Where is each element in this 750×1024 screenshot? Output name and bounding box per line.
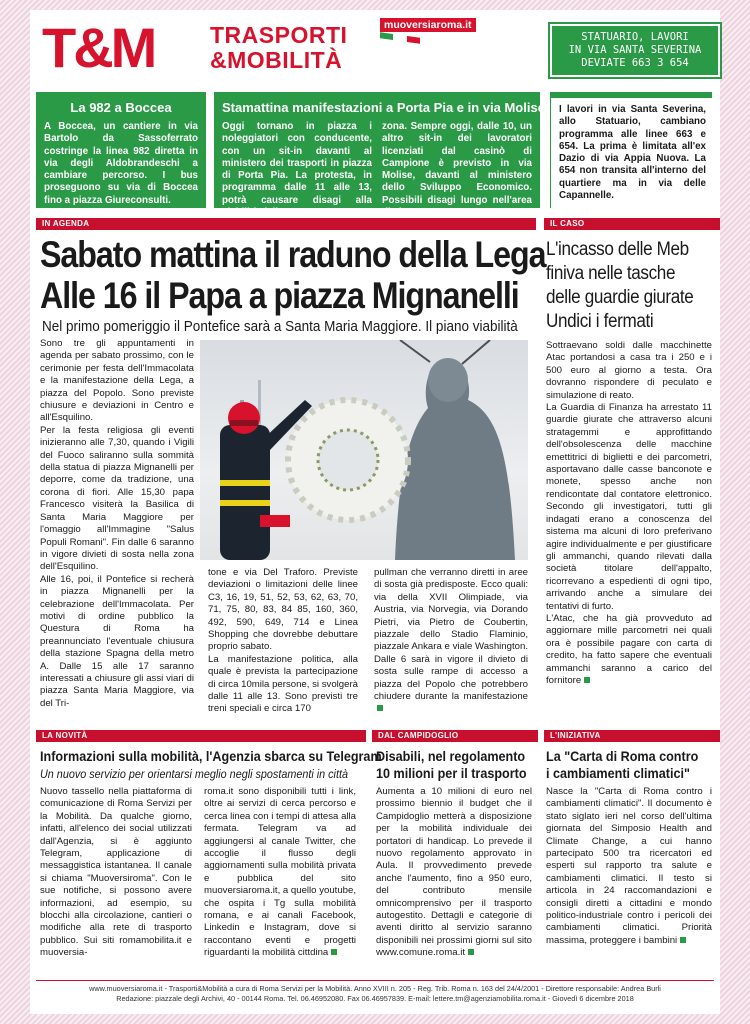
- section-iniziativa: L'INIZIATIVA: [544, 730, 720, 742]
- main-headline[interactable]: [40, 234, 546, 316]
- iniziativa-title[interactable]: [546, 748, 716, 782]
- side-headline-line-1: L'incasso delle Meb: [546, 239, 689, 260]
- notice-box: [548, 22, 722, 79]
- novita-col-1: Nuovo tassello nella piattaforma di comunicazione di Roma Servizi per la Mobilità. Da qualche giorno, infatti, all'elenco dei social utilizzati dall'Agenzia, si è aggiunto Telegram, applicazione di messaggistica istantanea. Il canale si chiama "Muoversiroma". Con le sue notifiche, si possono avere informazioni, ad esempio, su blocchi alla circolazione, cantieri o modifiche alla rete di trasporto pubblico. Sui siti romamobilita.it e muoversia-: [40, 786, 192, 959]
- section-il-caso: IL CASO: [544, 218, 720, 230]
- side-headline-line-4: Undici i fermati: [546, 311, 654, 332]
- campidoglio-text: [376, 786, 532, 960]
- notice-line-3: DEVIATE 663 3 654: [581, 57, 689, 69]
- main-col-2: [208, 567, 358, 716]
- site-badge[interactable]: [380, 18, 476, 41]
- main-photo[interactable]: [200, 340, 528, 560]
- novita-title[interactable]: Informazioni sulla mobilità, l'Agenzia sbarca su Telegram: [40, 748, 382, 764]
- notice-line-1: STATUARIO, LAVORI: [581, 31, 689, 43]
- novita-col-2: [204, 786, 356, 960]
- site-url: muoversiaroma.it: [380, 18, 476, 32]
- end-mark-icon: [331, 949, 337, 955]
- section-la-novita: LA NOVITÀ: [36, 730, 366, 742]
- main-col-1-para-3: Alle 16, poi, il Pontefice si recherà in piazza Mignanelli per la celebrazione dell'Immacolata. Per motivi di ordine pubblico la Questura di Roma ha preannunciato l'eventuale chiusura della stazione Spagna della metro A. Dalle 15 alle 17 saranno interessati a chiusure gli assi viari di piazza Santa Maria Maggiore, via del Tri-: [40, 573, 194, 709]
- side-headline-line-2: finiva nelle tasche: [546, 263, 676, 284]
- porta-pia-col-2: zona. Sempre oggi, dalle 10, un altro sit-in dei lavoratori licenziati dal casinò di Campione è previsto in via Molise, davanti al ministero dello Sviluppo Economico. Possibili disagi lungo nell'area di via Veneto.: [382, 121, 532, 219]
- porta-pia-box: [214, 92, 545, 219]
- main-col-2-para-2: La manifestazione politica, alla quale è prevista la partecipazione di circa 10mila persone, si svolgerà dalle 11 alle 13. Sono previsti tre treni speciali e circa 170: [208, 653, 358, 715]
- headline-line-1: Sabato mattina il raduno della Lega: [40, 234, 546, 275]
- side-headline[interactable]: [546, 238, 716, 334]
- main-col-2-para-1: tone e via Del Traforo. Previste deviazioni o limitazioni delle linee C3, 16, 19, 51, 52, 53, 62, 63, 70, 71, 75, 80, 83, 84 85, 160, 360, 492, 590, 649, 714 e Linea Shopping che dovrebbe debuttare proprio sabato.: [208, 567, 358, 653]
- logo-line-2: &MOBILITÀ: [210, 47, 343, 73]
- campidoglio-title-line-2: 10 milioni per il trasporto: [376, 765, 527, 781]
- main-col-1-para-2: Per la festa religiosa gli eventi inizieranno alle 7,30, quando i Vigili del Fuoco saliranno sulla sommità della statua di piazza Mignanelli per deporre, come da tradizione, una corona di fiori. Alle 15,30 papa Francesco visiterà la Basilica di Santa Maria Maggiore per l'omaggio all'Immagine "Salus Populi Romani". Fin dalle 6 saranno in vigore divieti di sosta nella zona dell'Esquilino.: [40, 424, 194, 573]
- iniziativa-title-line-2: i cambiamenti climatici": [546, 765, 690, 781]
- iniziativa-text-body: Nasce la "Carta di Roma contro i cambiamenti climatici". Il documento è stato siglato ieri nel corso dell'ultima giornata del Simposio Health and Climate Change, a cui hanno partecipato 500 tra ricercatori ed esperti sul rapporto tra salute e cambiamenti climatici. Il testo si articola in 24 raccomandazioni e consigli diretti a cittadini e mondo politico-industriale contro i pericoli dei cambiamenti climatici. Priorità massima, proteggere i bambini: [546, 786, 712, 946]
- main-col-1: [40, 338, 194, 710]
- masthead-logo[interactable]: [40, 18, 370, 80]
- statuario-box: [550, 92, 712, 208]
- campidoglio-title[interactable]: [376, 748, 536, 782]
- main-col-3-text: pullman che verranno diretti in aree di sosta già predisposte. Ecco quali: via della XVII Olimpiade, via Austria, via Norvegia, via Dorando Pietri, via Pietro de Coubertin, piazzale dello Stadio Flaminio, piazzale Ankara e viale Washington. Dalle 6 sarà in vigore il divieto di sosta sulle rampe di accesso a piazza del Popolo che potrebbero chiudere durante la manifestazione: [374, 567, 528, 703]
- main-col-1-para-1: Sono tre gli appuntamenti in agenda per sabato prossimo, con le cerimonie per festa dell'Immacolata e la manifestazione della Lega, a piazza del Popolo. Sono previste chiusure e deviazioni in Centro e all'Esquilino.: [40, 338, 194, 424]
- novita-col-2-text: roma.it sono disponibili tutti i link, oltre ai servizi di cerca percorso e cerca linea con i tempi di attesa alla fermata. Telegram va ad aggiungersi al canale Twitter, che accoglie il flusso degli aggiornamenti sulla mobilità privata e pubblica del sito muoversiaroma.it, a quello youtube, che ospita i Tg sulla mobilità romana, e ai canali Facebook, Linkedin e Instagram, dove si raccontano eventi e progetti riguardanti la mobilità cittdina: [204, 786, 356, 959]
- footer-rule: [36, 980, 714, 981]
- end-mark-icon: [584, 677, 590, 683]
- end-mark-icon: [377, 705, 383, 711]
- iniziativa-title-line-1: La "Carta di Roma contro: [546, 748, 699, 764]
- footer: [36, 984, 714, 1004]
- campidoglio-text-body: Aumenta a 10 milioni di euro nel prossimo biennio il budget che il Campidoglio metterà a disposizione per la mobilità individuale dei portatori di handicap. Lo prevede il nuovo regolamento approvato in Aula. Il provvedimento prevede anche l'aumento, fino a 950 euro, del contributo mensile omnicomprensivo per il trasporto autogestito. Dettagli e categorie di aventi diritto al servizio saranno disponibili nei prossimi giorni sul sito www.comune.roma.it: [376, 786, 532, 959]
- main-col-3: [374, 567, 528, 716]
- porta-pia-title: Stamattina manifestazioni a Porta Pia e in via Molise: [222, 100, 545, 115]
- photo-illustration: [200, 340, 528, 560]
- footer-line-2: Redazione: piazzale degli Archivi, 40 - 00144 Roma. Tel. 06.46952080. Fax 06.46957839. E-mail: lettere.tm@agenziamobilita.roma.it - Giovedì 6 dicembre 2018: [116, 994, 634, 1003]
- headline-line-2: Alle 16 il Papa a piazza Mignanelli: [40, 275, 519, 316]
- iniziativa-text: [546, 786, 712, 947]
- boccea-text: A Boccea, un cantiere in via Bartolo da Sassoferrato costringe la linea 982 diretta in via degli Aldobrandeschi a cambiare percorso. I bus proseguono su via di Boccea fino a piazza Giureconsulti.: [44, 121, 198, 206]
- boccea-box: [36, 92, 206, 208]
- statuario-text: I lavori in via Santa Severina, allo Statuario, cambiano programma alle linee 663 e 654. La prima è limitata all'ex Dazio di via Appia Nuova. La 654 non transita all'interno del quartiere ma in via delle Capannelle.: [559, 104, 706, 202]
- notice-line-2: IN VIA SANTA SEVERINA: [568, 44, 702, 56]
- end-mark-icon: [680, 937, 686, 943]
- novita-subtitle: Un nuovo servizio per orientarsi meglio negli spostamenti in città: [40, 767, 348, 781]
- footer-line-1: www.muoversiaroma.it - Trasporti&Mobilità a cura di Roma Servizi per la Mobilità. Anno XVIII n. 205 - Reg. Trib. Roma n. 163 del 24/4/2001 - Direttore responsabile: Andrea Burli: [89, 984, 661, 993]
- side-para-3: L'Atac, che ha già provveduto ad aggiornare mille parcometri nei quali ora è possibile pagare con carta di credito, ha fatto sapere che eventuali ammanchi saranno a carico del fornitore: [546, 612, 712, 686]
- boccea-title: La 982 a Boccea: [70, 100, 172, 115]
- side-para-2: La Guardia di Finanza ha arrestato 11 guardie giurate che attraverso alcuni stratagemmi e approfittando dell'obsolescenza delle macchine emettitrici di biglietti e dei parcometri, asportavano dalle casse banconote e monete, spesso anche non rendicontate dal contatore elettronico. Secondo gli investigatori, tutti gli indagati erano a conoscenza del sistema ma alcuni di loro preferivano agire individualmente e per giustificare gli ammanchi, quando rilevati dalla società titolare dell'appalto, ricorrevano a espedienti di ogni tipo, arrivando anche a simulare dei tentativi di furto.: [546, 402, 712, 612]
- logo-initials: T&M: [42, 16, 155, 79]
- side-headline-line-3: delle guardie giurate: [546, 287, 694, 308]
- side-para-1: Sottraevano soldi dalle macchinette Atac portandosi a casa tra i 250 e i 500 euro al giorno a testa. Ora dovranno rispondere di peculato e simulazione di reato.: [546, 340, 712, 401]
- porta-pia-col-1: Oggi tornano in piazza i noleggiatori con conducente, con un sit-in davanti al ministero dei trasporti in piazza di Porta Pia. La protesta, in programma dalle 11 alle 13, potrà causare disagi alla viabilità della: [222, 121, 372, 219]
- italian-flag-icon: [380, 32, 420, 44]
- section-in-agenda: IN AGENDA: [36, 218, 536, 230]
- newspaper-page: [30, 10, 720, 1014]
- section-campidoglio: DAL CAMPIDOGLIO: [372, 730, 538, 742]
- logo-line-1: TRASPORTI: [210, 22, 348, 48]
- end-mark-icon: [468, 949, 474, 955]
- campidoglio-title-line-1: Disabili, nel regolamento: [376, 748, 526, 764]
- side-body: [546, 340, 712, 687]
- main-subtitle: Nel primo pomeriggio il Pontefice sarà a Santa Maria Maggiore. Il piano viabilità: [42, 318, 518, 335]
